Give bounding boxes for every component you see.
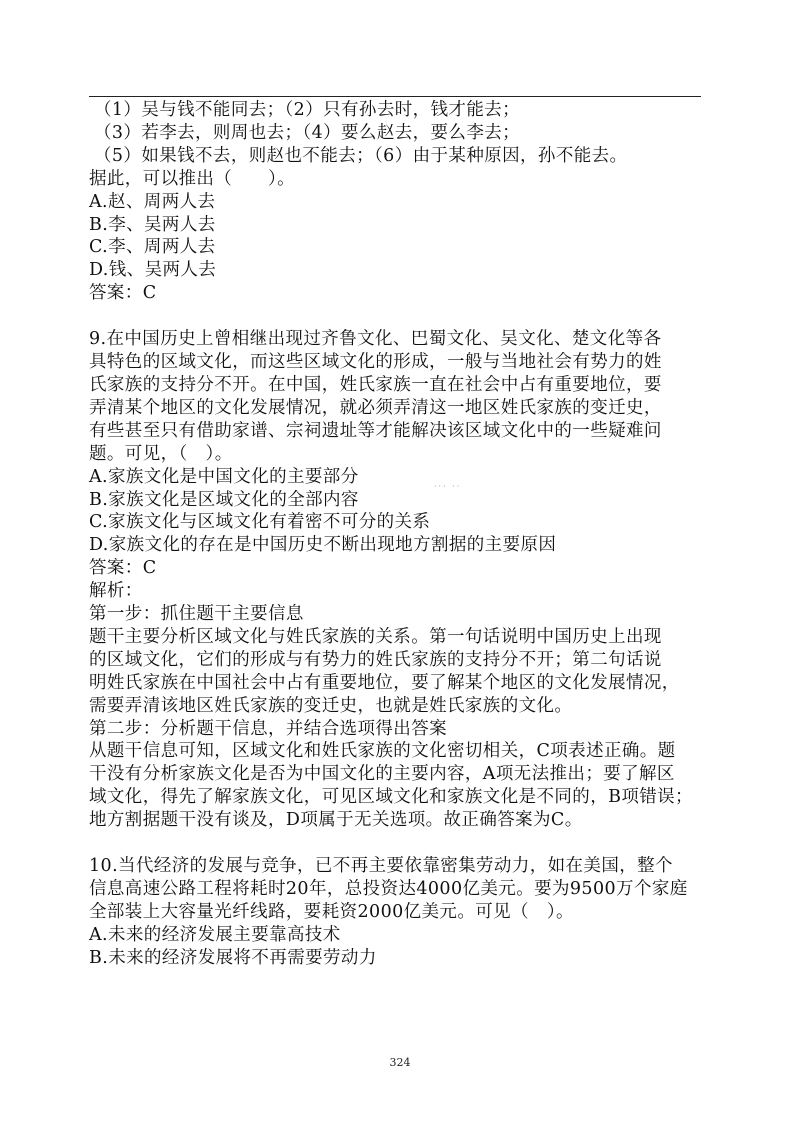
q8-condition-line: （1）吴与钱不能同去；（2）只有孙去时，钱才能去； bbox=[94, 100, 521, 120]
q9-option-b: B.家族文化是区域文化的全部内容 bbox=[89, 489, 359, 510]
q9-step2-line: 干没有分析家族文化是否为中国文化的主要内容，A项无法推出；要了解区 bbox=[89, 764, 675, 785]
q9-option-a: A.家族文化是中国文化的主要部分 bbox=[89, 466, 359, 487]
q8-option-d: D.钱、吴两人去 bbox=[89, 260, 217, 281]
q9-stem-line: 弄清某个地区的文化发展情况，就必须弄清这一地区姓氏家族的变迁史， bbox=[89, 397, 662, 418]
q8-option-b: B.李、吴两人去 bbox=[89, 214, 216, 235]
q10-option-b: B.未来的经济发展将不再需要劳动力 bbox=[89, 947, 377, 968]
question-9-block bbox=[89, 328, 709, 832]
q9-step1-line: 明姓氏家族在中国社会中占有重要地位，要了解某个地区的文化发展情况， bbox=[89, 672, 680, 693]
faint-scan-mark: ··· ·· bbox=[434, 482, 462, 491]
q8-answer: 答案：C bbox=[89, 283, 157, 304]
q9-step2-line: 从题干信息可知，区域文化和姓氏家族的文化密切相关，C项表述正确。题 bbox=[89, 741, 676, 762]
header-rule bbox=[89, 96, 701, 97]
block-spacer bbox=[89, 832, 709, 855]
q10-stem-line: 信息高速公路工程将耗时20年，总投资达4000亿美元。要为9500万个家庭 bbox=[89, 879, 688, 899]
q10-stem-line: 全部装上大容量光纤线路，要耗资2000亿美元。可见（ ）。 bbox=[89, 901, 574, 922]
page-content bbox=[89, 99, 709, 970]
q9-stem-line: 有些甚至只有借助家谱、宗祠遗址等才能解决该区域文化中的一些疑难问 bbox=[89, 420, 662, 441]
q9-step1-title: 第一步：抓住题干主要信息 bbox=[89, 604, 304, 625]
q9-step2-line: 地方割据题干没有谈及，D项属于无关选项。故正确答案为C。 bbox=[89, 810, 583, 831]
q9-stem-line: 题。可见，（ ）。 bbox=[89, 443, 233, 464]
q9-step1-line: 需要弄清该地区姓氏家族的变迁史，也就是姓氏家族的文化。 bbox=[89, 695, 573, 716]
q9-stem-line: 9.在中国历史上曾相继出现过齐鲁文化、巴蜀文化、吴文化、楚文化等各 bbox=[89, 329, 662, 350]
block-spacer bbox=[89, 305, 709, 328]
q8-option-c: C.李、周两人去 bbox=[89, 237, 216, 258]
q9-answer: 答案：C bbox=[89, 558, 157, 579]
page-number: 324 bbox=[389, 1056, 411, 1069]
q9-option-c: C.家族文化与区域文化有着密不可分的关系 bbox=[89, 512, 431, 533]
q8-condition-line: （3）若李去，则周也去；（4）要么赵去，要么李去； bbox=[94, 122, 521, 143]
q9-step1-line: 的区域文化，它们的形成与有势力的姓氏家族的支持分不开；第二句话说 bbox=[89, 649, 662, 670]
q9-step1-line: 题干主要分析区域文化与姓氏家族的关系。第一句话说明中国历史上出现 bbox=[89, 626, 662, 647]
q10-option-a: A.未来的经济发展主要靠高技术 bbox=[89, 924, 341, 945]
q9-stem-line: 氏家族的支持分不开。在中国，姓氏家族一直在社会中占有重要地位，要 bbox=[89, 374, 662, 395]
question-10-block bbox=[89, 855, 709, 970]
question-8-block bbox=[89, 99, 709, 305]
q8-option-a: A.赵、周两人去 bbox=[89, 191, 216, 212]
q9-step2-line: 域文化，得先了解家族文化，可见区域文化和家族文化是不同的，B项错误； bbox=[89, 787, 693, 808]
q10-stem-line: 10.当代经济的发展与竞争，已不再主要依靠密集劳动力，如在美国，整个 bbox=[89, 856, 673, 877]
q9-step2-title: 第二步：分析题干信息，并结合选项得出答案 bbox=[89, 718, 447, 739]
q9-option-d: D.家族文化的存在是中国历史不断出现地方割据的主要原因 bbox=[89, 535, 557, 556]
q9-analysis-label: 解析： bbox=[89, 581, 143, 602]
q8-condition-line: （5）如果钱不去，则赵也不能去；（6）由于某种原因，孙不能去。 bbox=[94, 145, 628, 166]
q9-stem-line: 具特色的区域文化，而这些区域文化的形成，一般与当地社会有势力的姓 bbox=[89, 352, 662, 373]
q8-stem: 据此，可以推出（ ）。 bbox=[89, 168, 296, 189]
